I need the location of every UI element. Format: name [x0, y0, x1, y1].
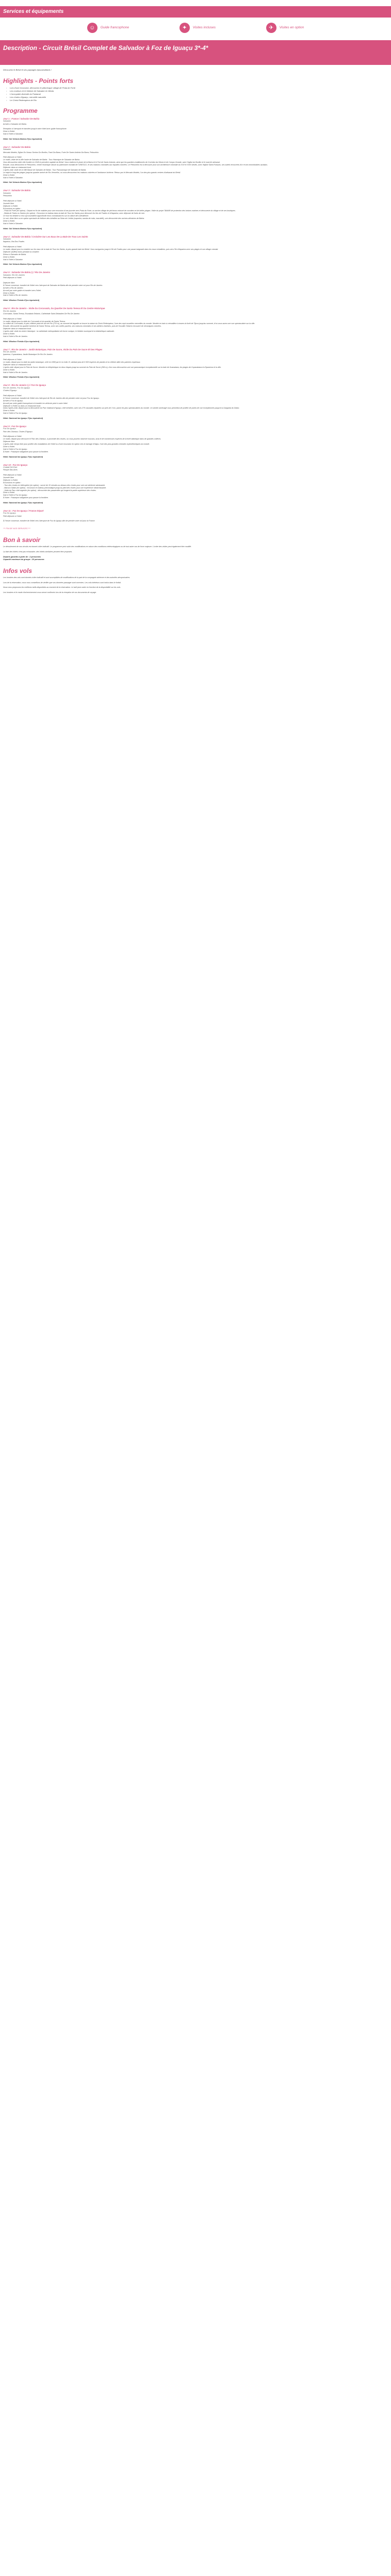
day-paragraph: Excursions en option : [3, 207, 22, 210]
intro-text: Découvrez le Brésil et ses paysages époustouflants ! [3, 69, 52, 71]
day-paragraph: Ensuite, vous découvrirez le Pelourinho, centre historique classé au patrimoine mondial de l'UNESCO, et ses maisons coloniales aux façades colorées. Le Pelourinho est à découvrir pour son architecture coloniale du XVII et XVIII siècles, avec l'église Saint-François, ses autels recouverts d'or et ses innombrables azulejos. [3, 164, 268, 166]
day-title: Jour 5 : Salvador De Bahia (-) / Rio De Janeiro [3, 271, 51, 274]
day-block [0, 117, 391, 141]
day-paragraph: Nuit à l'hôtel à Foz do Iguaçu. [3, 448, 28, 450]
infos-para: Nous vous proposons les meilleurs tarifs disponibles au moment de la réservation. Le tarif peut varier en fonction de la disponibilité sur les vols. [3, 586, 121, 589]
day-paragraph: Nuit à l'hôtel à Rio de Janeiro. [3, 294, 28, 297]
day-paragraph: - Macuco Safari (en option) : excursion en bateau pneumatique jusqu'au pied des chutes pour une expérience rafraîchissante. [3, 486, 107, 489]
day-paragraph: - Tour des chutes en hélicoptère (en option) : survol de 10 minutes au-dessus des chutes pour une vue aérienne saisissante. [3, 484, 106, 486]
day-paragraph: Petit déjeuner à l'hôtel. [3, 474, 22, 477]
highlights-title: Highlights - Points forts [3, 77, 73, 84]
day-paragraph: Déjeuner libre. [3, 281, 15, 284]
day-paragraph: Journée libre. [3, 476, 14, 479]
highlight-item: • Les chutes d'Iguaçu, merveille naturelle [6, 96, 388, 99]
day-block [0, 307, 391, 343]
services-banner: Services et équipements [0, 6, 391, 18]
day-block [0, 235, 391, 266]
day-location: Rio De Janeiro [3, 310, 17, 312]
day-body [3, 431, 388, 453]
day-paragraph: L'après-midi, visite du centre historique : la cathédrale métropolitaine de forme conique, le théâtre municipal et la bibliothèque nationale. [3, 330, 115, 333]
day-paragraph: Ce tour est destiné à ceux qui souhaitent approfondir leurs connaissances sur la culture afro-brésilienne. [3, 215, 89, 217]
highlight-item: • Les couleurs et le folklore de Salvador et Olinda [6, 90, 388, 93]
day-paragraph: Itaparica, Ilha Dos Frades [3, 241, 25, 243]
day-paragraph: À Noter : Passeport obligatoire pour passer la frontière. [3, 450, 48, 453]
day-paragraph: Petit déjeuner à l'hôtel. [3, 246, 22, 248]
day-paragraph: Petit déjeuner à l'hôtel. [3, 435, 22, 438]
day-block [0, 271, 391, 302]
day-hotel: Hôtel: Windsor Florida 4*(ou équivalent) [3, 299, 40, 302]
day-body [3, 195, 388, 225]
day-paragraph: Arrivée à Salvador de Bahia. [3, 123, 27, 125]
day-body [3, 123, 388, 136]
transfer-icon: ✈ [266, 23, 276, 33]
day-paragraph: Dîner à l'hôtel. [3, 410, 15, 412]
day-paragraph: À l'heure convenue, transfert de l'hôtel vers l'aéroport de Rio de Janeiro afin de prendre votre vol pour Foz do Iguaçu. [3, 397, 100, 399]
day-paragraph: Le matin, départ pour découvrir le Parc des Oiseaux, à proximité des chutes, où vous pourrez observer toucans, aras et de nombreuses espèces de la forêt atlantique dans de grandes volières. [3, 438, 161, 440]
infos-para: Les horaires et le mode d'acheminement vous seront confirmés lors de la réception de vos documents de voyage. [3, 591, 97, 594]
bon-a-savoir-para: La liste des hôtels n'est pas exhaustive, des hôtels similaires peuvent être proposés. [3, 551, 73, 553]
day-hotel: Hôtel: Windsor Florida 4*(ou équivalent) [3, 340, 40, 343]
day-paragraph: À Noter : Passeport obligatoire pour passer la frontière. [3, 497, 48, 499]
day-block [0, 348, 391, 379]
day-paragraph: Dîner à l'hôtel. [3, 130, 15, 133]
day-block [0, 510, 391, 522]
day-paragraph: Déjeuner à l'hôtel. [3, 479, 18, 481]
day-block [0, 146, 391, 184]
day-paragraph: Dîner à l'hôtel. [3, 174, 15, 176]
day-paragraph: Déjeuner dans un restaurant local. [3, 166, 31, 168]
service-options-label: Visites en option [279, 25, 304, 29]
day-block [0, 189, 391, 230]
day-location: Foz Do Iguaçu [3, 512, 16, 515]
day-paragraph: Déjeuner à l'hôtel. [3, 205, 18, 207]
day-paragraph: Nuit à l'hôtel à Salvador. [3, 258, 23, 261]
day-paragraph: Nuit à l'hôtel à Salvador. [3, 222, 23, 225]
day-hotel: Hôtel: Nacional Inn Iguaçu 3*(ou équivalent) [3, 502, 43, 504]
day-title: Jour 8 : Rio De Janeiro (-) / Foz Do Iguaçu [3, 384, 46, 387]
day-paragraph: Dîner à l'hôtel. [3, 333, 15, 335]
day-hotel: Hôtel: Sol Victoria Marina 4*(ou équivalent) [3, 181, 42, 184]
day-block [0, 384, 391, 420]
day-block [0, 464, 391, 504]
day-location: Salvador [3, 238, 11, 241]
day-body [3, 151, 388, 179]
day-paragraph: Corcovado, Santa Teresa, Escadaria Selarón, Cathédrale Saint-Sébastien De Rio De Janeiro [3, 312, 80, 315]
programme-days [0, 117, 391, 522]
day-paragraph: L'après-midi, temps libre pour profiter des installations de l'hôtel ou d'une excursion en option vers le barrage d'Itaipu, l'une des plus grandes centrales hydroélectriques du monde. [3, 443, 150, 446]
highlights-list [0, 87, 391, 102]
day-body [3, 241, 388, 261]
day-paragraph: Le matin, visite de la ville haute de Salvador de Bahia : Tour Historique de Salvador de Bahia. [3, 159, 80, 161]
day-hotel: Hôtel: Nacional Inn Iguaçu 3*(ou équivalent) [3, 455, 43, 458]
infos-vols-title: Infos vols [3, 567, 32, 574]
day-paragraph: Excursions en option : [3, 481, 22, 484]
infos-para: Les horaires des vols sont donnés à titre indicatif et sont susceptibles de modifications de la part de la compagnie aérienne et des autorités aéroportuaires. [3, 576, 131, 579]
day-paragraph: Petit déjeuner à l'hôtel. [3, 156, 22, 159]
service-visits [180, 23, 216, 33]
day-location: Foz Do Iguaçu [3, 428, 16, 430]
highlight-item: • Le Christ Rédempteur de Rio [6, 99, 388, 102]
day-body [3, 277, 388, 297]
day-paragraph: Journée libre. [3, 202, 14, 205]
day-paragraph: Pelourinho [3, 194, 12, 197]
day-hotel: Hôtel: Sol Victoria Marina 4*(ou équivalent) [3, 263, 42, 266]
day-paragraph: Ipanema, Copacabana, Jardin Botanique De Rio De Janeiro [3, 353, 53, 356]
day-paragraph: Nuit à l'hôtel à Foz do Iguaçu. [3, 412, 28, 415]
day-paragraph: Déjeuner dans un restaurant local. [3, 363, 31, 366]
day-hotel: Hôtel: Windsor Florida 4*(ou équivalent) [3, 376, 40, 379]
service-visits-label: Visites incluses [192, 25, 216, 29]
service-options [266, 23, 304, 33]
day-paragraph: Dîner à l'hôtel. [3, 446, 15, 448]
day-paragraph: À l'heure convenue, transfert de l'hôtel vers l'aéroport de Foz do Iguaçu afin de prendre votre vol pour la France. [3, 520, 95, 522]
highlight-item: • L'incroyable diversité du Pantanal [6, 93, 388, 96]
departures-guaranteed: Départs garantis à partir de : 2 personnes [3, 555, 41, 558]
day-location: Salvador [3, 148, 11, 151]
day-title: Jour 4 : Salvador De Bahia / Croisière Sur Les Eaux De La Baie De Tous Les Saints [3, 235, 88, 238]
day-paragraph: Réception à l'aéroport et transfert jusqu'à votre hôtel avec guide francophone. [3, 128, 67, 130]
day-paragraph: Accueil par votre guide et transfert vers l'hôtel. [3, 289, 41, 292]
service-guide-label: Guide francophone [100, 25, 129, 29]
day-paragraph: Chutes D'Iguaçu [3, 389, 17, 392]
day-location: Salvador, Rio De Janeiro [3, 274, 25, 276]
day-paragraph: Petit déjeuner à l'hôtel. [3, 394, 22, 397]
day-paragraph: Nuit à l'hôtel à Salvador. [3, 133, 23, 135]
day-paragraph: La colline du Corcovado, le plus célèbre point de vue de Rio (710 m), au sommet de laquelle se trouve la statue du Christ Rédempteur, l'une des sept nouvelles merveilles du monde. Montée en train à crémaillère à travers la forêt de Tijuca jusqu'au sommet, d'où vous aurez une vue spectaculaire sur la ville. [3, 323, 255, 325]
day-body [3, 515, 388, 523]
infos-para: Lors de la réservation, nous vous conseillons de vérifier que vos données passager sont correctes. Les vols intérieurs sont inclus dans le forfait. [3, 581, 121, 584]
day-paragraph: Dans l'après-midi, départ pour la découverte du Parc National d'Iguaçu, côté brésilien, avec ses 275 cascades réparties sur près de 3 km, parmi les plus spectaculaires du monde. Un sentier aménagé vous permettra de profiter de points de vue exceptionnels jusqu'à la Garganta do Diabo. [3, 407, 240, 410]
highlight-item: • Lors d'une excursion, découvrez le pittoresque village de Praia do Forte [6, 87, 388, 90]
programme-title: Programme [3, 107, 38, 114]
day-paragraph: L'après-midi, départ pour le Pain de Sucre. Montée en téléphérique en deux étapes jusqu'au sommet du Pain de Sucre (396 m), d'où vous découvrirez une vue panoramique exceptionnelle sur la baie de Guanabara, les plages de Copacabana et d'Ipanema et la ville. [3, 366, 221, 368]
day-paragraph: Le soir, dîner libre ou en option spectacle de folklore afro-brésilien au Solar do Unhão (capoeira, samba de roda, maculelê), une découverte des racines africaines de Bahia. [3, 217, 145, 220]
guide-icon: ☺ [87, 23, 97, 33]
day-paragraph: Parque Das Aves [3, 469, 18, 471]
day-paragraph: Déjeuner libre. [3, 440, 15, 443]
day-paragraph: Déjeuner à l'hôtel ou dans un restaurant local. [3, 404, 41, 407]
day-paragraph: Déjeuner dans un restaurant local. [3, 328, 31, 330]
day-paragraph: À l'heure convenue, transfert de l'hôtel vers l'aéroport de Salvador de Bahia afin de prendre votre vol pour Rio de Janeiro. [3, 284, 103, 286]
day-paragraph: Déjeuner (buffet) inclus pendant la croisière. [3, 250, 40, 253]
ticket-icon: ✦ [180, 23, 190, 33]
day-paragraph: Petit déjeuner à l'hôtel. [3, 515, 22, 517]
group-capacity: Capacité maximum du groupe : 20 personnes [3, 558, 44, 561]
end-note: *** FIN DE NOS SERVICES *** [3, 528, 30, 530]
day-location: Salvador [3, 120, 11, 123]
day-hotel: Hôtel: Sol Victoria Marina 4*(ou équivalent) [3, 138, 42, 140]
day-location: Rio De Janeiro [3, 351, 17, 353]
day-title: Jour 11 : Foz Do Iguaçu / France Départ [3, 510, 44, 513]
day-paragraph: Nuit à l'hôtel à Salvador. [3, 176, 23, 179]
day-paragraph: Dîner à l'hôtel. [3, 492, 15, 494]
day-title: Jour 2 : Salvador De Bahia [3, 145, 31, 148]
day-paragraph: Petit déjeuner à l'hôtel. [3, 199, 22, 202]
day-paragraph: Parc des Oiseaux, Chutes D'Iguaçu [3, 430, 32, 433]
day-location: Ciudad Del Este [3, 466, 18, 469]
day-paragraph: Arrivée à Rio de Janeiro. [3, 286, 24, 289]
day-paragraph: Le matin, départ pour la croisière sur les eaux de la baie de Tous les Saints, la plus grande baie du Brésil. Vous naviguerez jusqu'à l'île de Frades pour une pause baignade dans les eaux cristallines, puis vers l'île d'Itaparica avec ses plages et son village colonial. [3, 248, 219, 251]
services-row [0, 21, 391, 35]
day-title: Jour 7 : Rio De Janeiro - Jardin Botanique, Pain De Sucre, Visite Du Pain De Sucre Et Des Plages [3, 348, 103, 351]
day-paragraph: Nuit à l'hôtel à Foz do Iguaçu. [3, 494, 28, 497]
day-paragraph: Vous découvrirez cette ville fondée en 1549 et première capitale du Brésil. Vous visiterez le phare de la Barra et le Fort de Santo Antonio, ainsi que les quartiers traditionnels de Corredor da Vitoria et de Campo Grande, avec l'église du Bonfim et le marché artisanal. [3, 161, 220, 164]
day-title: Jour 6 : Rio De Janeiro - Visite Du Corcovado, Du Quartier De Santa Teresa Et Du Centre Historique [3, 307, 105, 310]
day-paragraph: Petit déjeuner à l'hôtel. [3, 359, 22, 361]
day-paragraph: L'après-midi, visite de la Ville Basse de Salvador de Bahia : Tour Panoramique de Salvador de Bahia. [3, 168, 87, 171]
day-body [3, 469, 388, 499]
day-hotel: Hôtel: Nacional Inn Iguaçu 3*(ou équivalent) [3, 417, 43, 420]
day-paragraph: Le trajet le long des plages jusqu'au quartier animé de Rio Vermelho, où vous découvrirez les maisons colorées et l'ambiance bohème. Retour par le Mercado Modelo, l'un des plus grands centres d'artisanat du Brésil. [3, 171, 181, 174]
day-paragraph: Petit déjeuner à l'hôtel. [3, 277, 22, 279]
service-guide [87, 23, 129, 33]
day-hotel: Hôtel: Sol Victoria Marina 4*(ou équivalent) [3, 227, 42, 230]
day-paragraph: Le matin, départ pour la visite du Corcovado et du quartier de Santa Teresa. [3, 320, 66, 323]
day-paragraph: Dîner à l'hôtel. [3, 220, 15, 223]
day-location: Salvador [3, 192, 11, 194]
day-title: Jour 3 : Salvador De Bahia [3, 189, 31, 192]
day-block [0, 425, 391, 459]
bon-a-savoir-para: Le déroulement de nos circuits est donné à titre indicatif. Le programme peut subir des modifications en raison des conditions météorologiques ou de tout autre cas de force majeure. L'ordre des visites peut également être modifié. [3, 546, 192, 548]
day-paragraph: Arrivée à Foz do Iguaçu. [3, 399, 24, 402]
day-paragraph: Petit déjeuner à l'hôtel. [3, 317, 22, 320]
day-paragraph: Dîner à l'hôtel. [3, 368, 15, 371]
bon-a-savoir-title: Bon à savoir [3, 536, 41, 544]
day-paragraph: Mercado Modelo, Eglise Do Nosso Senhor Do Bonfim, Farol Da Barra, Forte De Santo Antônio Da Barra, Pelourinho [3, 151, 99, 154]
day-paragraph: - Praia do Forte (en option) : Départ en fin de matinée pour une excursion d'une journée vers Praia do Forte, un ancien village de pêcheurs entouré de cocotiers et de belles plages. Visite du projet TAMAR de protection des tortues marines et découverte du village et de ses boutiques. [3, 210, 236, 212]
description-banner: Description - Circuit Brésil Complet de Salvador à Foz de Iguaçu 3*-4* [0, 40, 391, 65]
day-paragraph: Nuit à l'hôtel à Rio de Janeiro. [3, 371, 28, 374]
day-body [3, 353, 388, 374]
day-body [3, 313, 388, 338]
day-title: Jour 10 : Foz Do Iguaçu [3, 463, 28, 466]
day-paragraph: Le matin, départ pour la visite du jardin botanique, créé en 1808 par le roi João VI, abritant plus de 6 500 espèces de plantes et la célèbre allée des palmiers impériaux. [3, 361, 141, 364]
day-location: Rio De Janeiro, Foz Do Iguaçu [3, 386, 30, 389]
day-paragraph: Ensuite, découverte du quartier bohème de Santa Teresa, avec ses ruelles pavées, ses maisons coloniales et ses ateliers d'artistes, puis de l'escalier Selarón recouvert de céramiques colorées. [3, 325, 161, 328]
day-paragraph: Dîner à l'hôtel. [3, 292, 15, 294]
day-paragraph: Retour à Salvador de Bahia. [3, 253, 27, 256]
day-title: Jour 9 : Foz Do Iguaçu [3, 425, 26, 428]
day-paragraph: Dîner à l'hôtel. [3, 256, 15, 258]
day-paragraph: - Visite du Parc côté argentin (en option) : découverte des passerelles qui longent la partie supérieure des chutes. [3, 489, 96, 492]
day-title: Jour 1 : France / Salvador De Bahia [3, 117, 40, 120]
day-paragraph: Nuit à l'hôtel à Rio de Janeiro. [3, 335, 28, 337]
day-paragraph: Accueil par votre guide francophone et transfert en véhicule privé à votre hôtel. [3, 402, 68, 404]
day-paragraph: - Bahia de Todos os Santos (en option) : Excursion en bateau dans la baie de Tous les Saints pour découvrir les îles de Frades et d'Itaparica, avec déjeuner de fruits de mer. [3, 212, 145, 215]
